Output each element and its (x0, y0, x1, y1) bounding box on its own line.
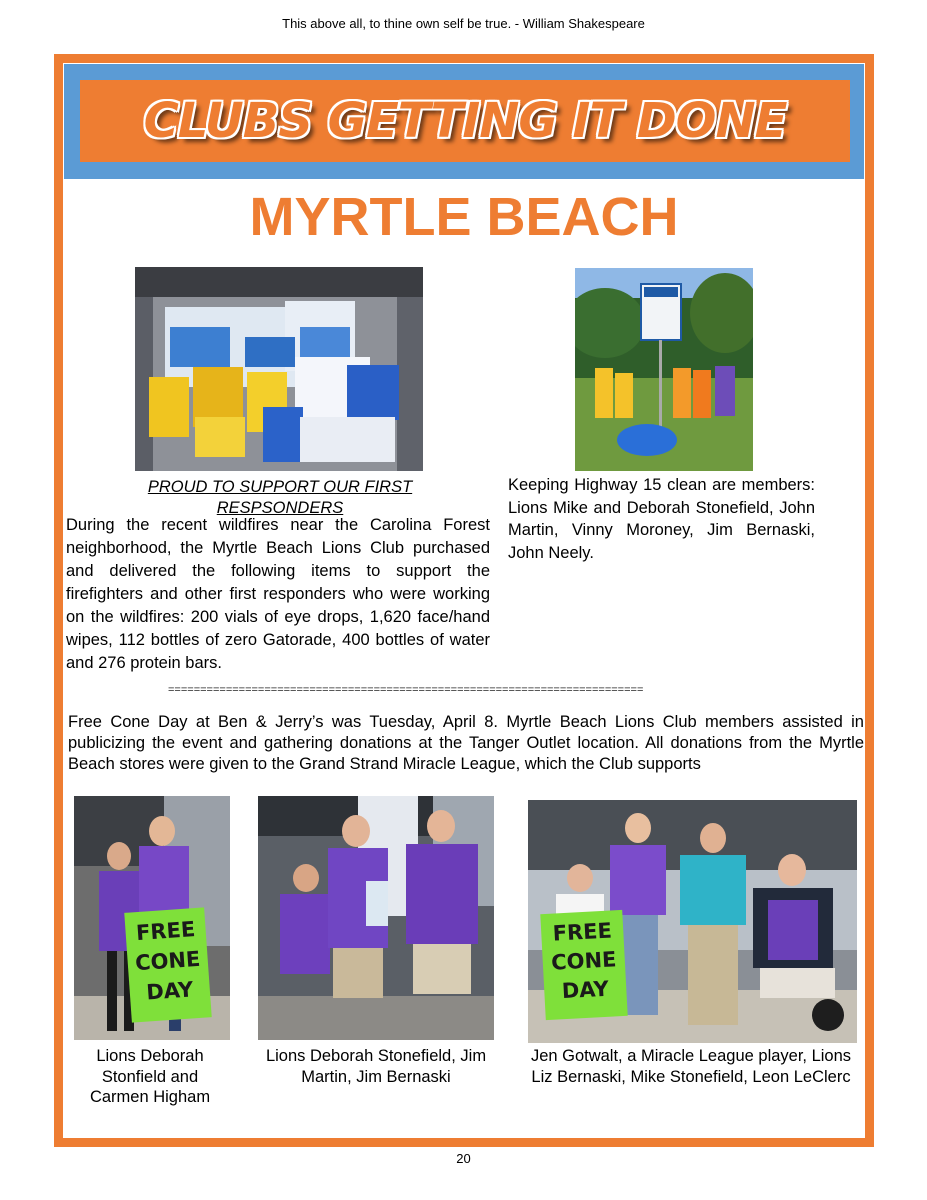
sign-2-line-3: DAY (561, 976, 610, 1004)
free-cone-day-sign (124, 907, 211, 1022)
supplies-photo (135, 267, 423, 471)
free-cone-day-body: Free Cone Day at Ben & Jerry’s was Tuesday, April 8. Myrtle Beach Lions Club members assisted in publicizing the event and gathering donations at the Tanger Outlet location. All donations from the Myrtle Beach stores were given to the Grand Strand Miracle League, which the Club supports (68, 713, 864, 773)
sign-line-3: DAY (145, 977, 195, 1005)
city-title: MYRTLE BEACH (249, 187, 679, 247)
sign-2-line-1: FREE (552, 918, 613, 946)
caption-photo-3: Jen Gotwalt, a Miracle League player, Lions Liz Bernaski, Mike Stonefield, Leon LeClerc (530, 1047, 852, 1086)
sign-line-2: CONE (134, 946, 202, 976)
banner-title: CLUBS GETTING IT DONE (143, 93, 787, 149)
sign-line-1: FREE (135, 917, 197, 946)
section-divider: ========================================================================== (168, 684, 644, 696)
page-number: 20 (456, 1151, 471, 1166)
page-quote: This above all, to thine own self be true. - William Shakespeare (282, 16, 645, 31)
first-responders-body: During the recent wildfires near the Carolina Forest neighborhood, the Myrtle Beach Lions Club purchased and delivered the following items to support the firefighters and other first responders who were working on the wildfires: 200 vials of eye drops, 1,620 face/hand wipes, 112 bottles of zero Gatorade, 400 bottles of water and 276 protein bars. (66, 516, 490, 672)
first-responders-subhead: PROUD TO SUPPORT OUR FIRST RESPSONDERS (147, 478, 413, 517)
cone-day-photo-2 (258, 796, 494, 1040)
highway-clean-body: Keeping Highway 15 clean are members: Lions Mike and Deborah Stonefield, John Martin, Vinny Moroney, Jim Bernaski, John Neely. (508, 476, 815, 562)
caption-photo-2: Lions Deborah Stonefield, Jim Martin, Jim Bernaski (265, 1047, 487, 1086)
highway-crew-photo (575, 268, 753, 471)
caption-photo-1: Lions Deborah Stonfield and Carmen Higham (89, 1047, 211, 1106)
free-cone-day-sign-2 (540, 910, 627, 1020)
sign-2-line-2: CONE (550, 947, 617, 975)
